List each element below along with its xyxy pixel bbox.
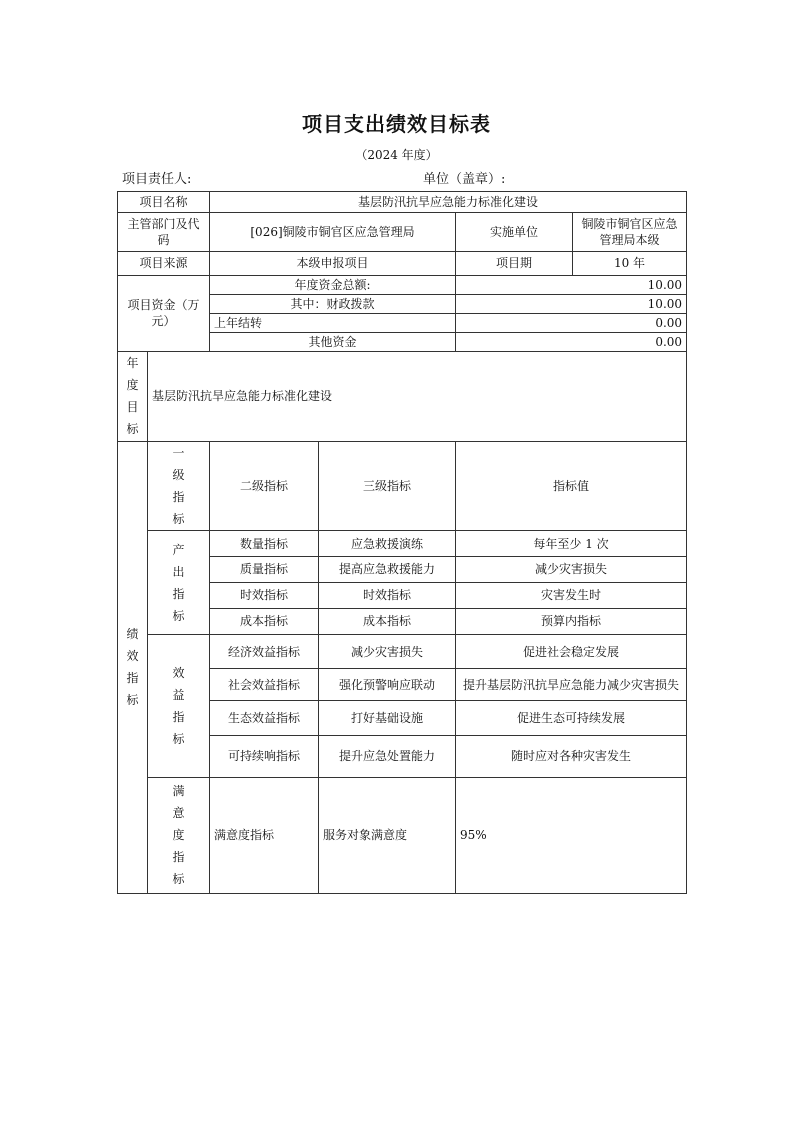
annual-goal-label: 年 度 目 标	[118, 352, 148, 442]
indicator-l2: 数量指标	[210, 531, 319, 557]
indicator-value: 95%	[456, 777, 687, 893]
indicator-value: 灾害发生时	[456, 582, 687, 608]
dept-label: 主管部门及代码	[118, 213, 210, 252]
indicator-value: 每年至少 1 次	[456, 531, 687, 557]
indicator-l2: 生态效益指标	[210, 701, 319, 735]
impl-unit-value: 铜陵市铜官区应急管理局本级	[573, 213, 687, 252]
fund-row-value: 0.00	[456, 313, 687, 332]
indicator-l3: 应急救援演练	[319, 531, 456, 557]
indicator-l2: 时效指标	[210, 582, 319, 608]
indicator-l3: 提升应急处置能力	[319, 735, 456, 777]
indicator-l3: 强化预警响应联动	[319, 669, 456, 701]
fund-row-label: 上年结转	[210, 313, 456, 332]
head-level3: 三级指标	[319, 441, 456, 531]
indicator-l2: 质量指标	[210, 557, 319, 582]
impl-unit-label: 实施单位	[456, 213, 573, 252]
project-name-value: 基层防汛抗旱应急能力标准化建设	[210, 192, 687, 213]
page-title: 项目支出绩效目标表	[302, 112, 491, 136]
perf-label: 绩 效 指 标	[118, 441, 148, 893]
indicator-value: 减少灾害损失	[456, 557, 687, 582]
indicator-value: 随时应对各种灾害发生	[456, 735, 687, 777]
indicator-l2: 社会效益指标	[210, 669, 319, 701]
responsible-person-label: 项目责任人:	[122, 172, 192, 187]
source-label: 项目来源	[118, 252, 210, 275]
unit-seal-label: 单位（盖章）:	[423, 172, 506, 187]
head-value: 指标值	[456, 441, 687, 531]
indicator-l3: 减少灾害损失	[319, 635, 456, 669]
satisfaction-label: 满 意 度 指 标	[148, 777, 210, 893]
benefit-label: 效 益 指 标	[148, 635, 210, 778]
fiscal-year: （2024 年度）	[355, 148, 438, 162]
indicator-l2: 经济效益指标	[210, 635, 319, 669]
indicator-value: 提升基层防汛抗旱应急能力减少灾害损失	[456, 669, 687, 701]
source-value: 本级申报项目	[210, 252, 456, 275]
fund-row-value: 10.00	[456, 294, 687, 313]
head-level1: 一 级 指 标	[148, 441, 210, 531]
fund-row-value: 0.00	[456, 332, 687, 351]
period-value: 10 年	[573, 252, 687, 275]
indicator-l2: 可持续响指标	[210, 735, 319, 777]
dept-value: [026]铜陵市铜官区应急管理局	[210, 213, 456, 252]
output-label: 产 出 指 标	[148, 531, 210, 635]
indicator-value: 促进社会稳定发展	[456, 635, 687, 669]
indicator-l2: 满意度指标	[210, 777, 319, 893]
fund-row-value: 10.00	[456, 275, 687, 294]
indicator-l3: 成本指标	[319, 608, 456, 634]
indicator-l2: 成本指标	[210, 608, 319, 634]
indicator-l3: 提高应急救援能力	[319, 557, 456, 582]
funds-label: 项目资金（万元）	[118, 275, 210, 352]
period-label: 项目期	[456, 252, 573, 275]
fund-row-label: 其他资金	[210, 332, 456, 351]
indicator-value: 预算内指标	[456, 608, 687, 634]
indicator-value: 促进生态可持续发展	[456, 701, 687, 735]
head-level2: 二级指标	[210, 441, 319, 531]
annual-goal-text: 基层防汛抗旱应急能力标准化建设	[148, 352, 687, 442]
fund-row-label: 其中：财政拨款	[210, 294, 456, 313]
indicator-l3: 打好基础设施	[319, 701, 456, 735]
fund-row-label: 年度资金总额:	[210, 275, 456, 294]
indicator-l3: 服务对象满意度	[319, 777, 456, 893]
project-name-label: 项目名称	[118, 192, 210, 213]
performance-target-table	[117, 191, 687, 894]
indicator-l3: 时效指标	[319, 582, 456, 608]
